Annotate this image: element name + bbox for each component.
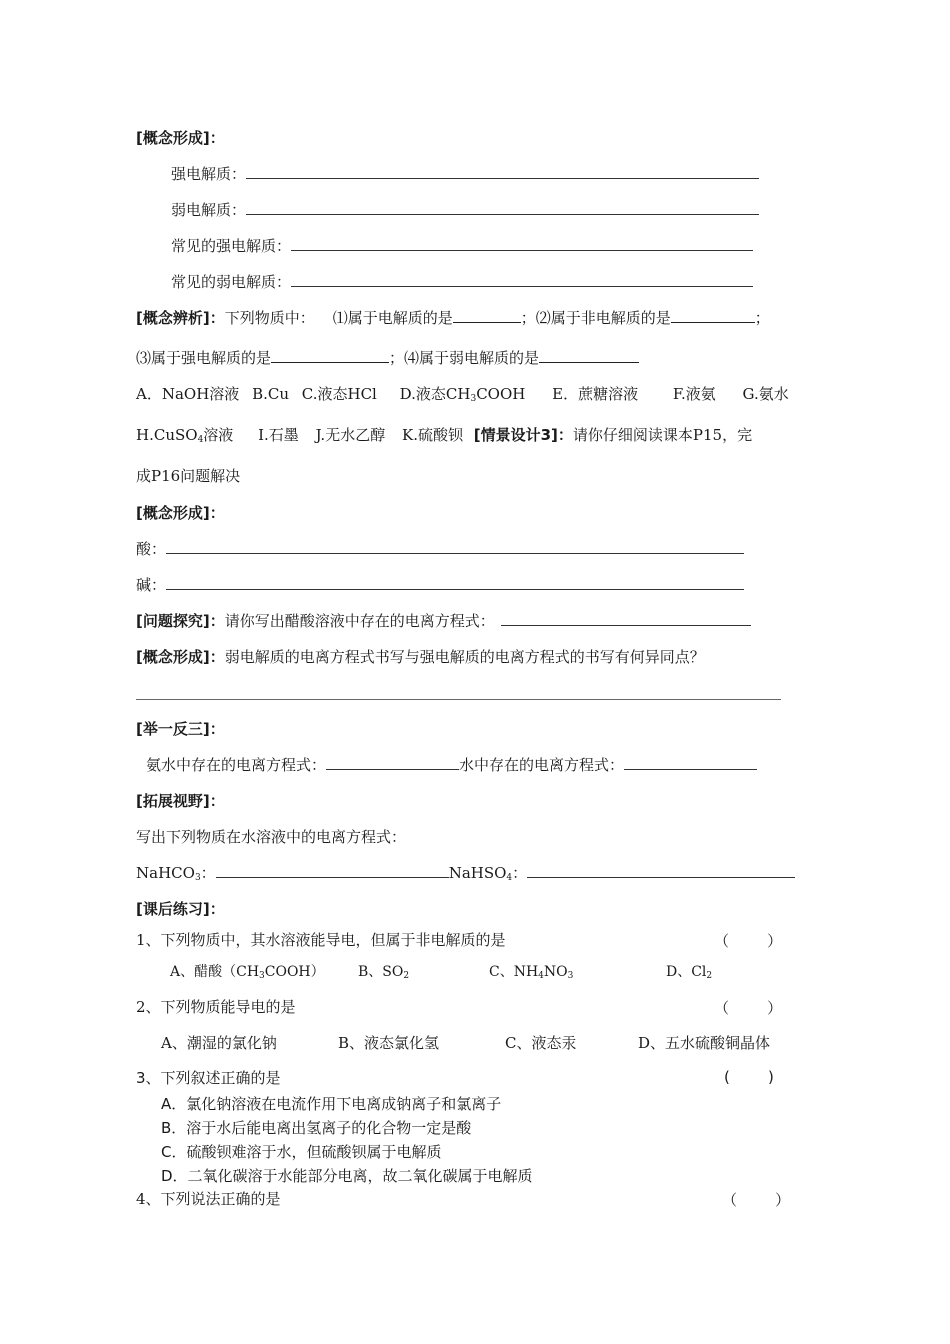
q4-answer-paren[interactable]: （ ） xyxy=(722,1191,791,1209)
option-i: I.石墨 xyxy=(258,426,299,444)
concept-question-text: 弱电解质的电离方程式书写与强电解质的电离方程式的书写有何异同点？ xyxy=(224,648,705,666)
q2-option-a[interactable]: A、潮湿的氯化钠 xyxy=(161,1034,277,1052)
q3-blank[interactable] xyxy=(271,348,389,363)
problem-inquiry-line xyxy=(136,611,751,631)
q3-answer-paren[interactable]: ( ) xyxy=(724,1068,774,1086)
broaden-view-text: 写出下列物质在水溶液中的电离方程式： xyxy=(136,828,407,846)
q3-option-b[interactable]: B．溶于水后能电离出氢离子的化合物一定是酸 xyxy=(161,1119,472,1137)
q1-option-c[interactable]: C、$NH_4NO_3$ xyxy=(489,964,574,981)
analysis-intro: 下列物质中： xyxy=(224,309,315,327)
q2-label: ；⑵属于非电解质的是 xyxy=(520,309,671,327)
options-line2 xyxy=(136,425,752,450)
salt-equations-line xyxy=(136,863,795,888)
nahco3-label: NaHCO$_3$： xyxy=(136,864,216,883)
strong-electrolyte-blank[interactable] xyxy=(246,164,759,179)
section-heading-concept-formation-2: [概念形成]： xyxy=(136,504,225,522)
option-g: G.氨水 xyxy=(742,385,789,403)
section-heading-concept-formation: [概念形成]： xyxy=(136,129,225,147)
q3-option-c[interactable]: C．硫酸钡难溶于水，但硫酸钡属于电解质 xyxy=(161,1143,442,1161)
weak-electrolyte-line xyxy=(171,200,759,220)
common-strong-line xyxy=(171,236,753,256)
q1-option-a[interactable]: A、醋酸$(CH_3COOH)$ xyxy=(170,964,325,981)
q2-blank[interactable] xyxy=(671,308,755,323)
common-strong-label: 常见的强电解质： xyxy=(171,237,292,255)
weak-electrolyte-blank[interactable] xyxy=(246,200,759,215)
common-weak-blank[interactable] xyxy=(291,272,753,287)
q4-blank[interactable] xyxy=(539,348,639,363)
acid-line xyxy=(136,539,744,559)
ammonia-label: 氨水中存在的电离方程式： xyxy=(146,756,327,774)
base-label: 碱： xyxy=(136,576,167,594)
ionization-equations-line xyxy=(146,755,757,775)
common-weak-line xyxy=(171,272,753,292)
problem-inquiry-text: 请你写出醋酸溶液中存在的电离方程式： xyxy=(224,612,495,630)
q2-stem: 2、下列物质能导电的是 xyxy=(136,998,296,1016)
option-a: A．NaOH溶液 xyxy=(136,385,240,403)
common-weak-label: 常见的弱电解质： xyxy=(171,273,292,291)
scene-design-text: 请你仔细阅读课本P15，完 xyxy=(572,426,753,444)
acetic-acid-equation-blank[interactable] xyxy=(501,611,751,626)
water-equation-blank[interactable] xyxy=(624,755,757,770)
concept-formation-question-line xyxy=(136,647,705,667)
base-blank[interactable] xyxy=(166,575,744,590)
q1-label: ⑴属于电解质的是 xyxy=(332,309,453,327)
options-line1 xyxy=(136,384,789,409)
q3-stem: 3、下列叙述正确的是 xyxy=(136,1069,281,1087)
option-c: C.液态HCl xyxy=(301,385,377,403)
section-heading-concept-formation-3: [概念形成]： xyxy=(136,648,225,666)
common-strong-blank[interactable] xyxy=(291,236,753,251)
nahso4-label: NaHSO$_4$： xyxy=(448,864,528,883)
water-label: 水中存在的电离方程式： xyxy=(459,756,625,774)
q2-answer-paren[interactable]: （ ） xyxy=(714,999,783,1017)
nahso4-equation-blank[interactable] xyxy=(527,863,795,878)
strong-electrolyte-line xyxy=(171,164,759,184)
q1-answer-paren[interactable]: （ ） xyxy=(714,932,783,950)
q1-option-d[interactable]: D、$Cl_2$ xyxy=(666,964,713,981)
ammonia-equation-blank[interactable] xyxy=(326,755,459,770)
option-j: J.无水乙醇 xyxy=(315,426,386,444)
q1-option-b[interactable]: B、$SO_2$ xyxy=(358,964,410,981)
q2-option-d[interactable]: D、五水硫酸铜晶体 xyxy=(638,1034,771,1052)
q1-stem: 1、下列物质中，其水溶液能导电，但属于非电解质的是 xyxy=(136,931,506,949)
option-f: F.液氨 xyxy=(672,385,716,403)
answer-rule[interactable] xyxy=(136,699,781,700)
option-d: D.液态$CH_3COOH$ xyxy=(399,385,526,404)
section-heading-broaden-view: [拓展视野]： xyxy=(136,792,225,810)
concept-analysis-line2 xyxy=(136,348,639,368)
acid-blank[interactable] xyxy=(166,539,744,554)
section-heading-problem-inquiry: [问题探究]： xyxy=(136,612,225,630)
concept-analysis-line1 xyxy=(136,308,770,328)
acid-label: 酸： xyxy=(136,540,167,558)
q2-end: ； xyxy=(754,309,770,327)
q2-option-b[interactable]: B、液态氯化氢 xyxy=(338,1034,440,1052)
q4-label: ；⑷属于弱电解质的是 xyxy=(389,349,540,367)
section-heading-after-class-practice: [课后练习]： xyxy=(136,900,225,918)
q4-stem: 4、下列说法正确的是 xyxy=(136,1190,281,1208)
base-line xyxy=(136,575,744,595)
nahco3-equation-blank[interactable] xyxy=(216,863,449,878)
scene-design-continued: 成P16问题解决 xyxy=(136,467,241,485)
weak-electrolyte-label: 弱电解质： xyxy=(171,201,247,219)
q3-option-d[interactable]: D．二氧化碳溶于水能部分电离，故二氧化碳属于电解质 xyxy=(161,1167,533,1185)
option-e: E．蔗糖溶液 xyxy=(552,385,639,403)
strong-electrolyte-label: 强电解质： xyxy=(171,165,247,183)
option-h: H.CuSO$_4$溶液 xyxy=(136,426,234,445)
scene-design-heading: [情景设计3]： xyxy=(473,426,573,444)
q2-option-c[interactable]: C、液态汞 xyxy=(505,1034,577,1052)
q1-blank[interactable] xyxy=(453,308,521,323)
option-k: K.硫酸钡 xyxy=(401,426,463,444)
section-heading-concept-analysis: [概念辨析]： xyxy=(136,309,225,327)
option-b: B.Cu xyxy=(252,385,289,403)
q3-label: ⑶属于强电解质的是 xyxy=(136,349,272,367)
q3-option-a[interactable]: A．氯化钠溶液在电流作用下电离成钠离子和氯离子 xyxy=(161,1095,502,1113)
section-heading-one-to-three: [举一反三]： xyxy=(136,720,225,738)
